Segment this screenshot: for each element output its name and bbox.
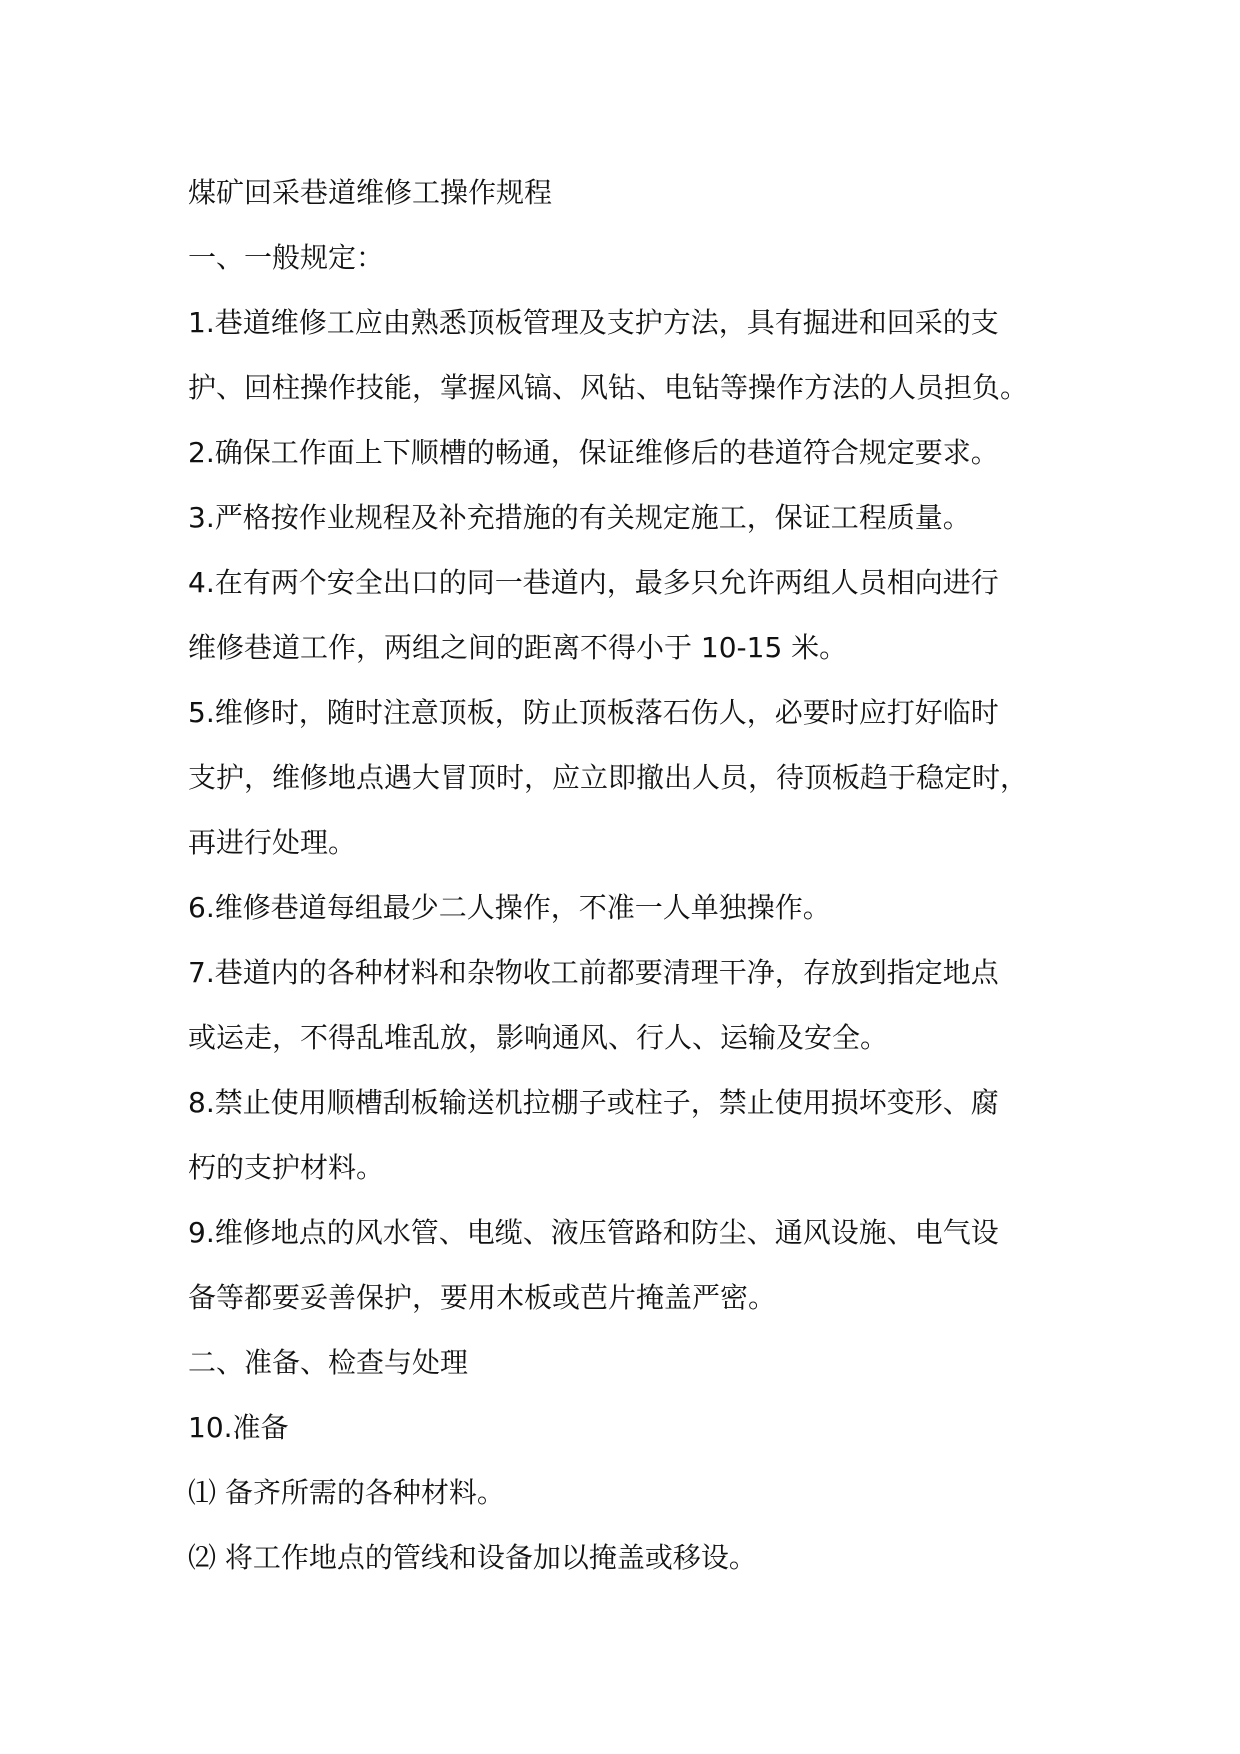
paragraph-line: 备等都要妥善保护，要用木板或芭片掩盖严密。: [188, 1281, 777, 1314]
list-item: ⑴ 备齐所需的各种材料。: [188, 1476, 505, 1509]
paragraph-line: 2.确保工作面上下顺槽的畅通，保证维修后的巷道符合规定要求。: [188, 436, 999, 469]
section-heading-preparation: 二、准备、检查与处理: [188, 1346, 469, 1379]
paragraph-line: 7.巷道内的各种材料和杂物收工前都要清理干净，存放到指定地点: [188, 956, 999, 989]
subsection-heading: 10.准备: [188, 1411, 289, 1444]
paragraph-line: 再进行处理。: [188, 826, 357, 859]
paragraph-line: 5.维修时，随时注意顶板，防止顶板落石伤人，必要时应打好临时: [188, 696, 999, 729]
document-body: [188, 168, 1088, 1598]
paragraph-line: 3.严格按作业规程及补充措施的有关规定施工，保证工程质量。: [188, 501, 971, 534]
paragraph-line: 9.维修地点的风水管、电缆、液压管路和防尘、通风设施、电气设: [188, 1216, 999, 1249]
paragraph-line: 维修巷道工作，两组之间的距离不得小于 10-15 米。: [188, 631, 848, 664]
document-title: 煤矿回采巷道维修工操作规程: [188, 176, 553, 209]
paragraph-line: 8.禁止使用顺槽刮板输送机拉棚子或柱子，禁止使用损坏变形、腐: [188, 1086, 999, 1119]
paragraph-line: 朽的支护材料。: [188, 1151, 385, 1184]
paragraph-line: 6.维修巷道每组最少二人操作，不准一人单独操作。: [188, 891, 831, 924]
paragraph-line: 4.在有两个安全出口的同一巷道内，最多只允许两组人员相向进行: [188, 566, 999, 599]
section-heading-general-rules: 一、一般规定：: [188, 241, 385, 274]
paragraph-line: 1.巷道维修工应由熟悉顶板管理及支护方法，具有掘进和回采的支: [188, 306, 999, 339]
paragraph-line: 或运走，不得乱堆乱放，影响通风、行人、运输及安全。: [188, 1021, 889, 1054]
paragraph-line: 支护，维修地点遇大冒顶时，应立即撤出人员，待顶板趋于稳定时，: [188, 761, 1029, 794]
paragraph-line: 护、回柱操作技能，掌握风镐、风钻、电钻等操作方法的人员担负。: [188, 371, 1029, 404]
list-item: ⑵ 将工作地点的管线和设备加以掩盖或移设。: [188, 1541, 757, 1574]
